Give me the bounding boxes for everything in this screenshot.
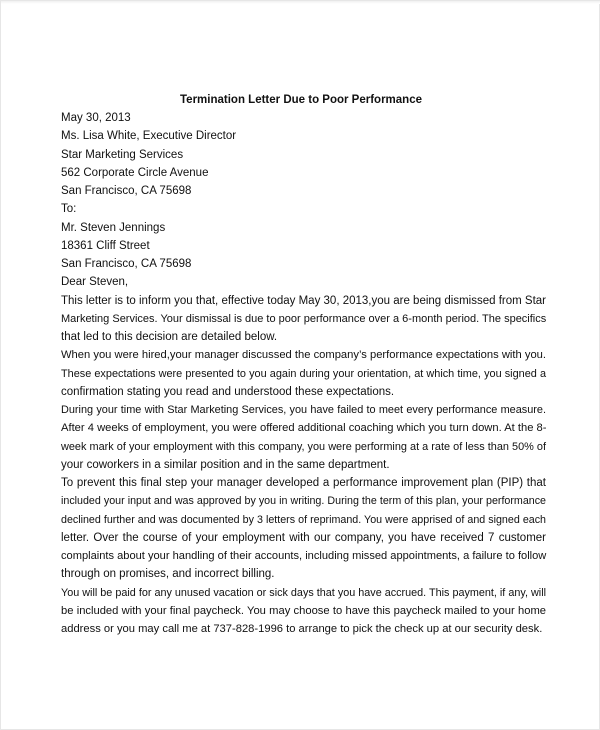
salutation: Dear Steven, [61,276,129,289]
page-top-edge [1,1,600,4]
recipient-label: To: [61,203,77,216]
recipient-street: 18361 Cliff Street [61,239,150,252]
body-line: You will be paid for any unused vacation or sick days that you have accrued. This payment, if any, will [61,586,546,599]
body-line: be included with your final paycheck. You may choose to have this paycheck mailed to your home [61,604,546,617]
body-line: through on promises, and incorrect billing. [61,568,275,581]
body-line: When you were hired,your manager discussed the company’s performance expectations with you. [61,349,546,362]
letter-title: Termination Letter Due to Poor Performance [180,94,422,106]
body-line: week mark of your employment with this company, you were performing at a rate of less than 50% of [61,440,546,453]
recipient-city: San Francisco, CA 75698 [61,258,192,270]
body-line: address or you may call me at 737-828-1996 to arrange to pick the check up at our security desk. [61,623,543,635]
sender-name: Ms. Lisa White, Executive Director [61,130,237,143]
body-line: After 4 weeks of employment, you were offered additional coaching which you turn down. At the 8- [61,422,547,435]
recipient-name: Mr. Steven Jennings [61,221,166,234]
body-line: that led to this decision are detailed below. [61,331,278,343]
body-line: confirmation stating you read and understood these expectations. [61,385,395,398]
body-line: Marketing Services. Your dismissal is due to poor performance over a 6-month period. The specifics [61,312,547,325]
body-line: These expectations were presented to you again during your orientation, at which time, you signed a [61,367,546,380]
body-line: complaints about your handling of their accounts, including missed appointments, a failure to follow [61,550,547,562]
body-line: To prevent this final step your manager developed a performance improvement plan (PIP) that [61,477,546,489]
letter-body [61,109,546,638]
body-line: declined further and was documented by 3 letters of reprimand. You were apprised of and signed each [61,513,546,526]
body-line: your coworkers in a similar position and in the same department. [61,458,390,471]
sender-city: San Francisco, CA 75698 [61,185,192,197]
body-line: letter. Over the course of your employment with our company, you have received 7 customer [61,531,546,544]
body-line: This letter is to inform you that, effective today May 30, 2013,you are being dismissed from Star [61,294,546,307]
body-line: included your input and was approved by you in writing. During the term of this plan, your performance [61,495,546,508]
body-line: During your time with Star Marketing Services, you have failed to meet every performance measure. [61,404,546,416]
sender-company: Star Marketing Services [61,148,184,161]
sender-street: 562 Corporate Circle Avenue [61,166,209,179]
letter-date: May 30, 2013 [61,112,131,124]
